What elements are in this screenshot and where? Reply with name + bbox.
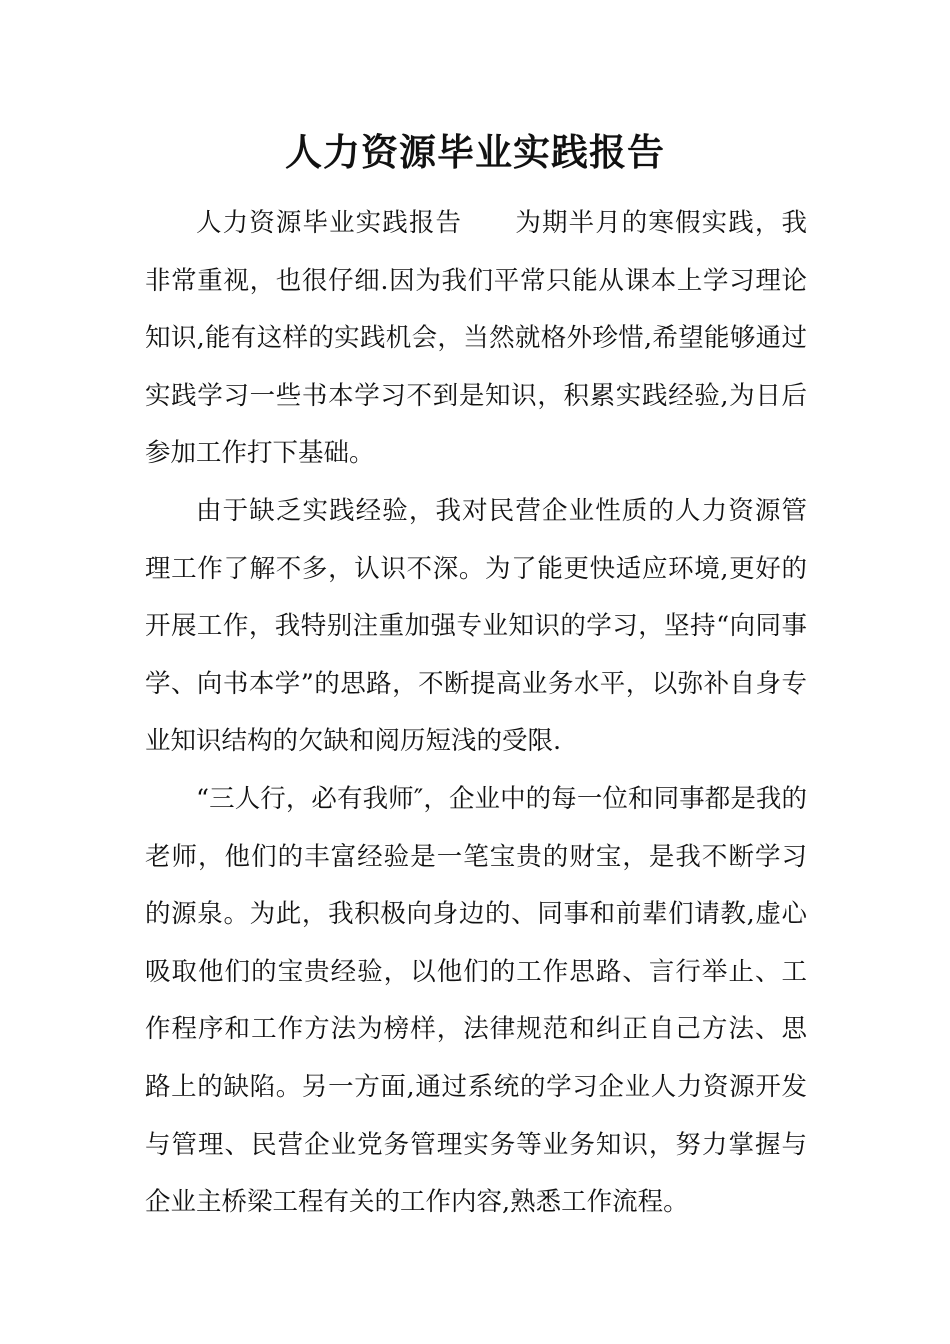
document-body <box>145 195 807 1232</box>
paragraph-1: 人力资源毕业实践报告 为期半月的寒假实践，我非常重视，也很仔细.因为我们平常只能从课本上学习理论知识,能有这样的实践机会，当然就格外珍惜,希望能够通过实践学习一些书本学习不到是知识，积累实践经验,为日后参加工作打下基础。 <box>145 208 807 469</box>
paragraph-3: “三人行，必有我师″，企业中的每一位和同事都是我的老师，他们的丰富经验是一笔宝贵的财宝，是我不断学习的源泉。为此，我积极向身边的、同事和前辈们请教,虚心吸取他们的宝贵经验，以他们的工作思路、言行举止、工作程序和工作方法为榜样，法律规范和纠正自己方法、思路上的缺陷。另一方面,通过系统的学习企业人力资源开发与管理、民营企业党务管理实务等业务知识，努力掌握与企业主桥梁工程有关的工作内容,熟悉工作流程。 <box>145 783 807 1218</box>
document-title: 人力资源毕业实践报告 <box>285 130 665 174</box>
paragraph-2: 由于缺乏实践经验，我对民营企业性质的人力资源管理工作了解不多，认识不深。为了能更快适应环境,更好的开展工作，我特别注重加强专业知识的学习，坚持“向同事学、向书本学”的思路，不断提高业务水平，以弥补自身专业知识结构的欠缺和阅历短浅的受限. <box>145 495 807 757</box>
